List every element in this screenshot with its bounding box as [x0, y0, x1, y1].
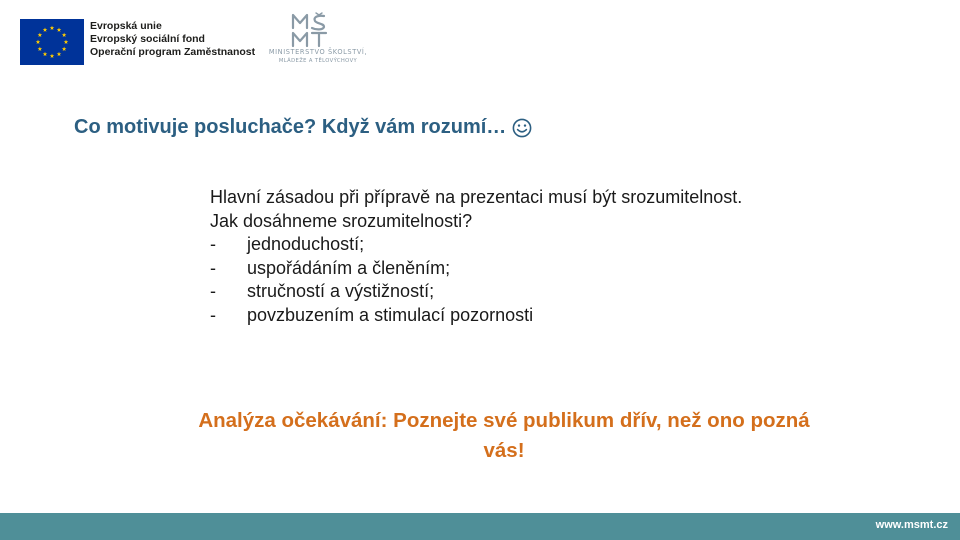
list-item-text: stručností a výstižností;: [247, 281, 435, 301]
list-item: [210, 257, 770, 281]
list-item-text: uspořádáním a členěním;: [247, 257, 451, 278]
bullet-marker: -: [210, 281, 216, 301]
eu-logo-text: [90, 20, 255, 59]
eu-flag-icon: [20, 19, 84, 65]
body-text: [210, 186, 770, 327]
msmt-logo-mark: [290, 12, 340, 48]
smiley-icon: [512, 118, 532, 138]
msmt-logo: [266, 12, 370, 66]
list-item: [210, 233, 770, 257]
msmt-logo-line1: MINISTERSTVO ŠKOLSTVÍ,: [268, 48, 368, 56]
list-item-text: jednoduchostí;: [247, 234, 365, 254]
bullet-marker: -: [210, 234, 216, 254]
bullet-marker: -: [210, 304, 216, 325]
slide-heading-text: Co motivuje posluchače? Když vám rozumí…: [74, 116, 507, 138]
eu-logo-line: Evropská unie: [90, 20, 162, 32]
list-item: [210, 280, 770, 304]
eu-logo-line: Operační program Zaměstnanost: [90, 46, 256, 58]
eu-logo: [20, 19, 255, 65]
bullet-marker: -: [210, 257, 216, 278]
list-item-text: povzbuzením a stimulací pozornosti: [247, 304, 534, 325]
list-item: [210, 304, 770, 328]
footer-bar: [0, 513, 960, 540]
footer-url-link[interactable]: www.msmt.cz: [875, 519, 948, 531]
msmt-logo-line2: MLÁDEŽE A TĚLOVÝCHOVY: [278, 58, 358, 64]
intro-paragraph: Hlavní zásadou při přípravě na prezentaci musí být srozumitelnost. Jak dosáhneme srozumitelnosti?: [210, 187, 743, 231]
eu-logo-line: Evropský sociální fond: [90, 33, 205, 45]
highlight-quote: Analýza očekávání: Poznejte své publikum dřív, než ono pozná vás!: [198, 409, 810, 462]
slide-heading: [74, 116, 532, 139]
bullet-list: [210, 233, 770, 327]
